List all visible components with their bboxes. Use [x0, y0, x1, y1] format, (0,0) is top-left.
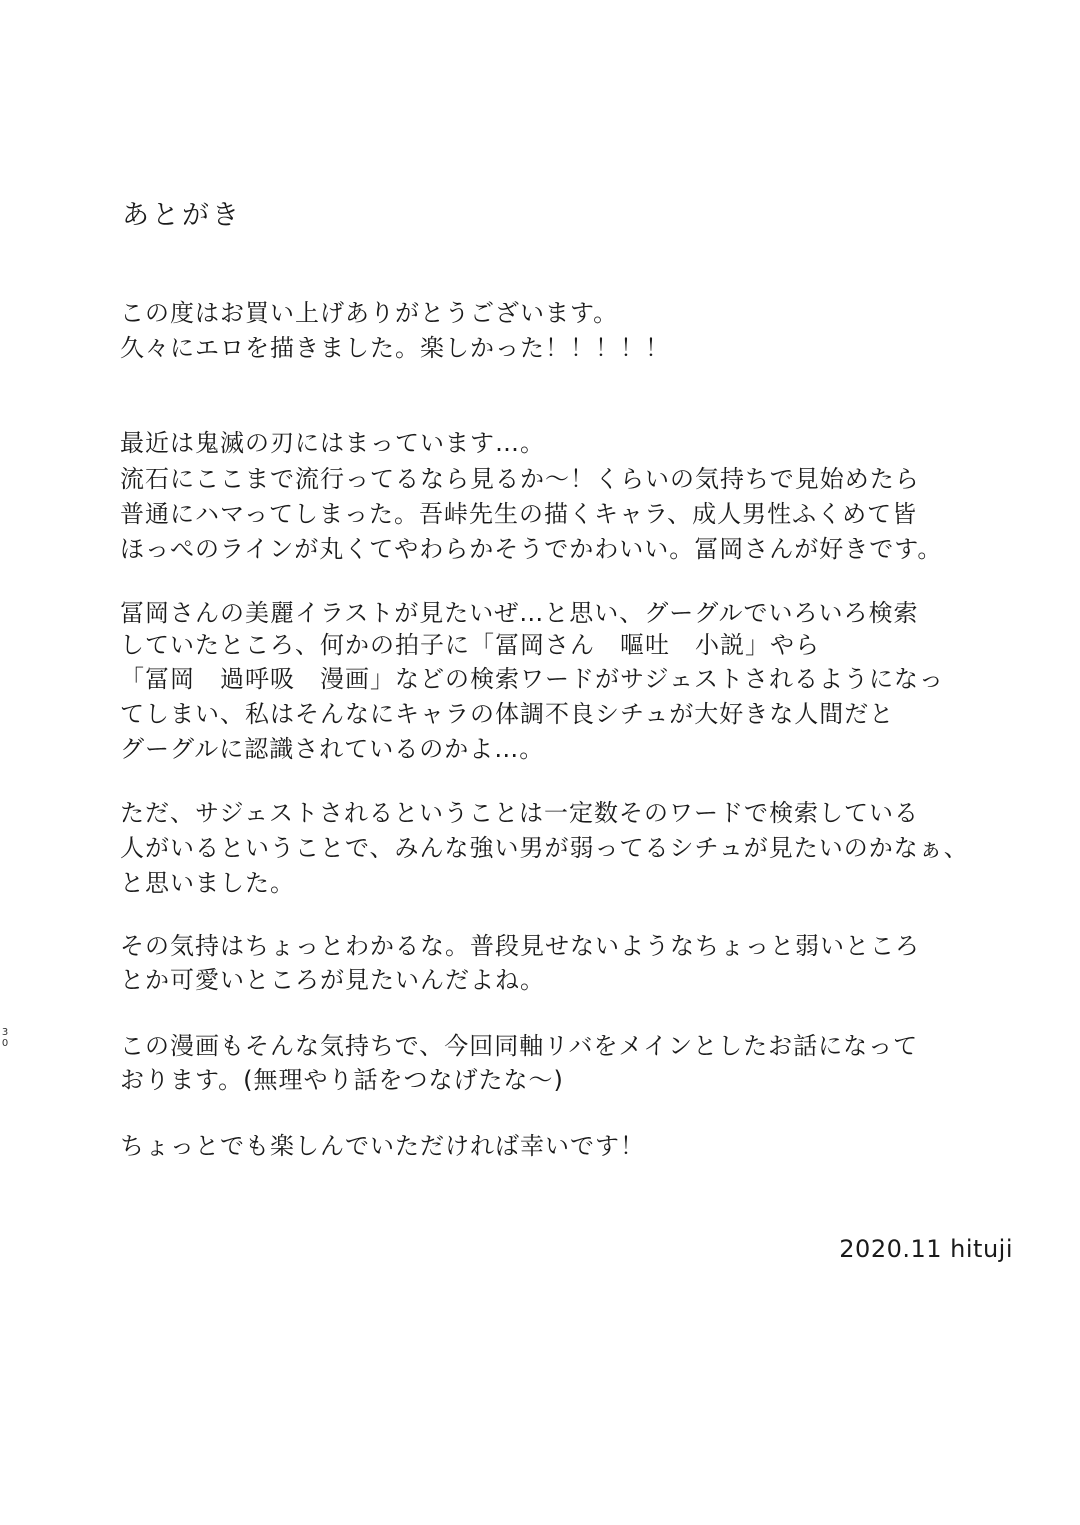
text-line: その気持はちょっとわかるな。普段見せないようなちょっと弱いところ	[120, 932, 920, 960]
text-line: グーグルに認識されているのかよ…。	[120, 735, 545, 763]
text-line: 「冨岡 過呼吸 漫画」などの検索ワードがサジェストされるようになっ	[120, 665, 945, 693]
text-line: ちょっとでも楽しんでいただければ幸いです！	[120, 1132, 645, 1160]
text-line: この漫画もそんな気持ちで、今回同軸リバをメインとしたお話になって	[120, 1032, 919, 1060]
text-line: てしまい、私はそんなにキャラの体調不良シチュが大好きな人間だと	[120, 700, 895, 728]
text-line: 冨岡さんの美麗イラストが見たいぜ…と思い、グーグルでいろいろ検索	[120, 599, 919, 627]
text-line: していたところ、何かの拍子に「冨岡さん 嘔吐 小説」やら	[120, 631, 820, 659]
text-line: 最近は鬼滅の刃にはまっています…。	[120, 429, 545, 457]
page-number-digit: 3	[1, 1027, 9, 1038]
text-line: と思いました。	[120, 869, 295, 897]
text-line: 久々にエロを描きました。楽しかった！！！！！	[120, 334, 670, 362]
text-line: おります。(無理やり話をつなげたな～)	[120, 1066, 564, 1094]
text-line: この度はお買い上げありがとうございます。	[120, 299, 619, 327]
page-number	[0, 1027, 10, 1049]
page-number-digit: 0	[1, 1038, 9, 1049]
text-line: ただ、サジェストされるということは一定数そのワードで検索している	[120, 799, 920, 827]
text-line: 人がいるということで、みんな強い男が弱ってるシチュが見たいのかなぁ、	[120, 834, 969, 862]
signature: 2020.11 hituji	[839, 1235, 1013, 1263]
text-line: とか可愛いところが見たいんだよね。	[120, 966, 545, 994]
text-line: 流石にここまで流行ってるなら見るか～！くらいの気持ちで見始めたら	[120, 465, 920, 493]
text-line: 普通にハマってしまった。吾峠先生の描くキャラ、成人男性ふくめて皆	[120, 500, 918, 528]
text-line: ほっぺのラインが丸くてやわらかそうでかわいい。冨岡さんが好きです。	[120, 535, 943, 563]
page-title: あとがき	[122, 200, 242, 231]
